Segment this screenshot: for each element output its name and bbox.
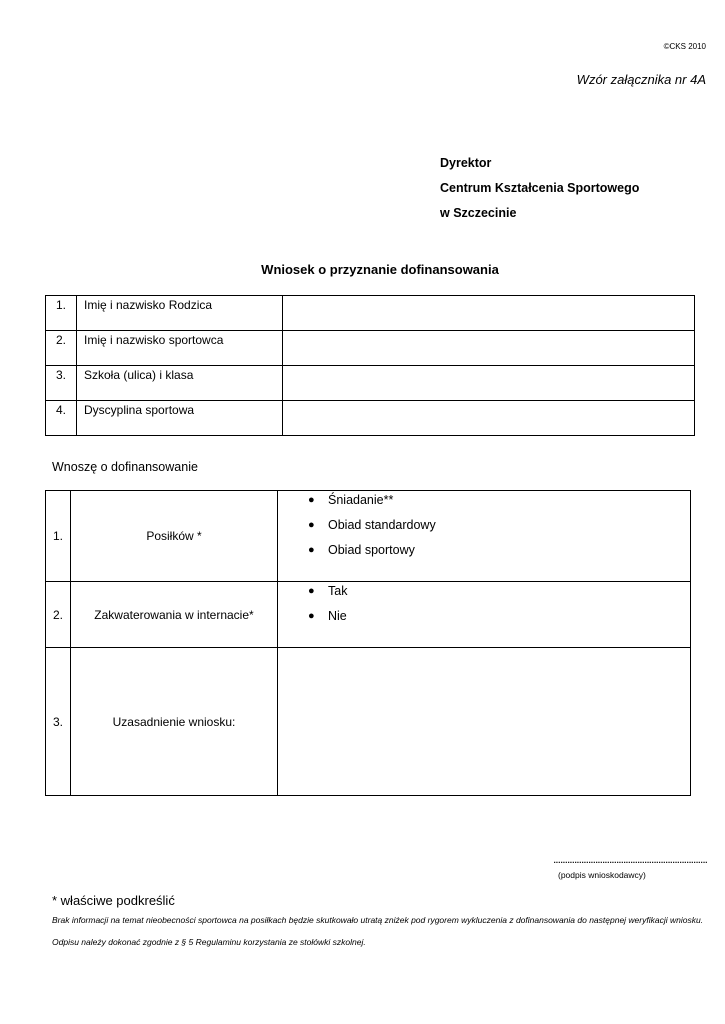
option-no[interactable] <box>278 604 690 629</box>
row-number: 4. <box>46 401 77 436</box>
document-title: Wniosek o przyznanie dofinansowania <box>261 262 499 277</box>
bullet-icon: ● <box>308 544 315 556</box>
request-section-label: Wnoszę o dofinansowanie <box>52 460 198 474</box>
housing-options <box>278 582 691 648</box>
row-label: Szkoła (ulica) i klasa <box>77 366 283 401</box>
option-breakfast[interactable] <box>278 488 690 513</box>
bullet-icon: ● <box>308 585 315 597</box>
underline-note: * właściwe podkreślić <box>52 893 175 908</box>
option-label: Tak <box>328 584 348 598</box>
justification-field[interactable] <box>278 648 691 796</box>
bullet-icon: ● <box>308 519 315 531</box>
option-label: Śniadanie** <box>328 493 394 507</box>
bullet-icon: ● <box>308 610 315 622</box>
template-label: Wzór załącznika nr 4A <box>576 72 706 87</box>
row-number: 1. <box>46 296 77 331</box>
school-class-field[interactable] <box>283 366 695 401</box>
bullet-icon: ● <box>308 494 315 506</box>
copyright-notice: ©CKS 2010 <box>663 42 706 51</box>
applicant-table <box>45 295 695 436</box>
row-label: Posiłków * <box>71 491 278 582</box>
row-number: 2. <box>46 582 71 648</box>
table-row <box>46 401 695 436</box>
row-label: Imię i nazwisko sportowca <box>77 331 283 366</box>
row-number: 2. <box>46 331 77 366</box>
table-row-meals <box>46 491 691 582</box>
recipient-city: w Szczecinie <box>440 206 517 220</box>
row-label: Zakwaterowania w internacie* <box>71 582 278 648</box>
signature-line[interactable]: .................................................................. <box>552 852 707 866</box>
row-label: Dyscyplina sportowa <box>77 401 283 436</box>
signature-caption: (podpis wnioskodawcy) <box>558 870 646 880</box>
option-yes[interactable] <box>278 579 690 604</box>
option-label: Obiad standardowy <box>328 518 436 532</box>
option-label: Obiad sportowy <box>328 543 415 557</box>
meal-options <box>278 491 691 582</box>
table-row <box>46 331 695 366</box>
row-label: Uzasadnienie wniosku: <box>71 648 278 796</box>
footnote: Brak informacji na temat nieobecności sportowca na posiłkach będzie skutkowało utratą zniżek pod rygorem wykluczenia z dofinansowania do następnej weryfikacji wniosku. Odpisu należy dokonać zgodnie z § 5 Regulaminu korzystania ze stołówki szkolnej. <box>52 915 704 947</box>
request-table <box>45 490 691 796</box>
table-row-justification <box>46 648 691 796</box>
row-label: Imię i nazwisko Rodzica <box>77 296 283 331</box>
table-row-housing <box>46 582 691 648</box>
table-row <box>46 366 695 401</box>
table-row <box>46 296 695 331</box>
recipient-institution: Centrum Kształcenia Sportowego <box>440 181 640 195</box>
row-number: 1. <box>46 491 71 582</box>
sport-discipline-field[interactable] <box>283 401 695 436</box>
recipient-title: Dyrektor <box>440 156 492 170</box>
row-number: 3. <box>46 648 71 796</box>
row-number: 3. <box>46 366 77 401</box>
athlete-name-field[interactable] <box>283 331 695 366</box>
parent-name-field[interactable] <box>283 296 695 331</box>
option-standard-lunch[interactable] <box>278 513 690 538</box>
option-sports-lunch[interactable] <box>278 538 690 563</box>
option-label: Nie <box>328 609 347 623</box>
